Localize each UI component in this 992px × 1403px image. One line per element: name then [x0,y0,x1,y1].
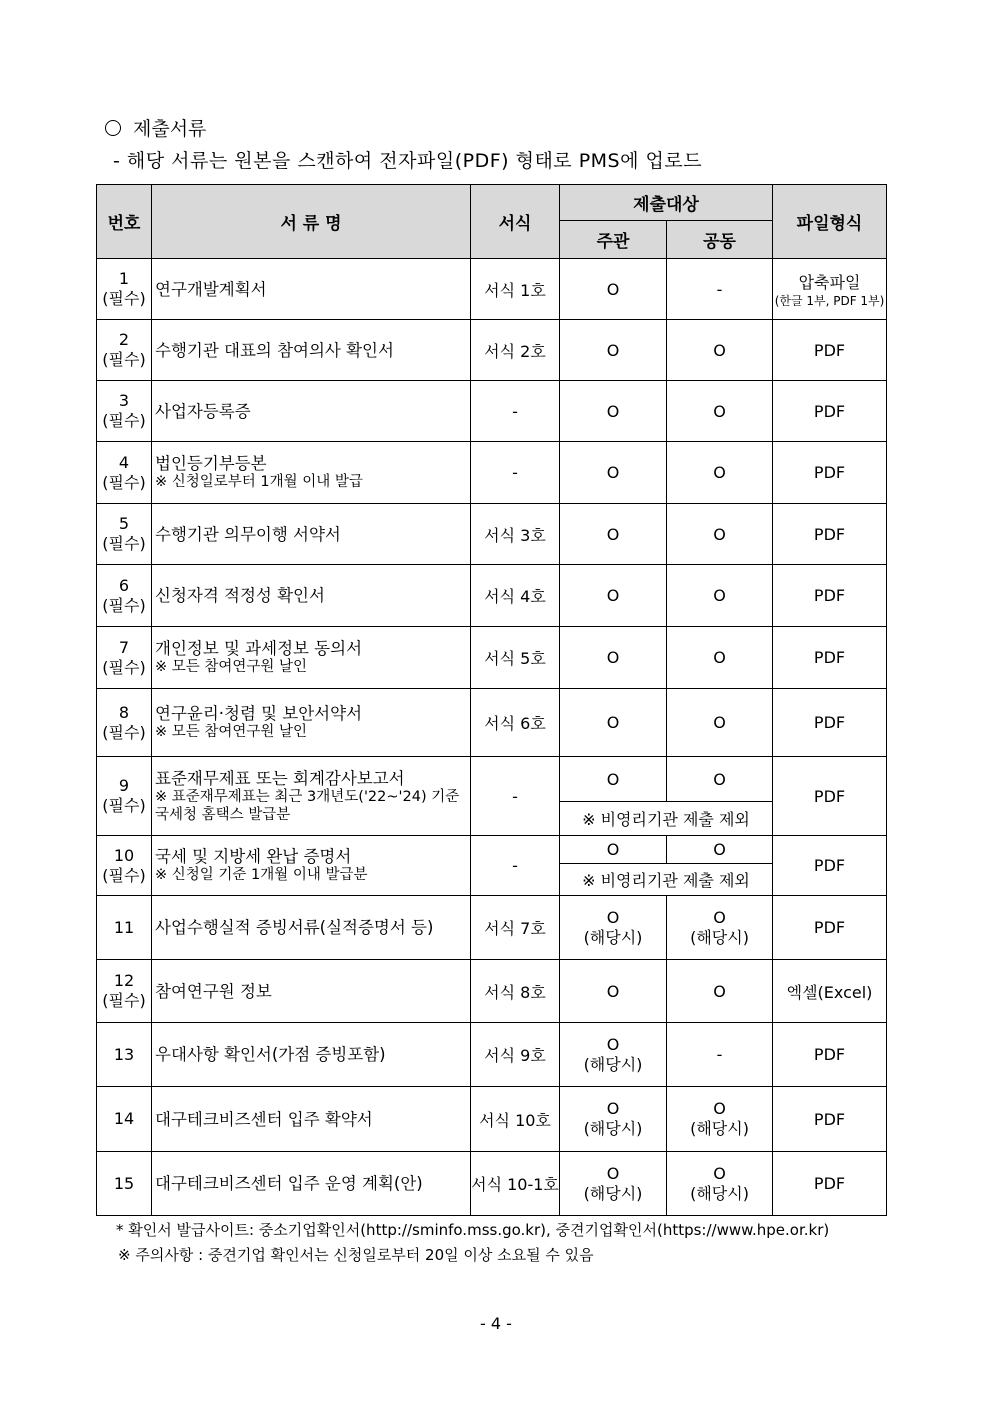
row-lead: O [606,1163,620,1183]
row-required: (필수) [102,472,146,492]
row-num: 12 [113,971,135,990]
row-name: 연구윤리·청렴 및 보안서약서 [155,704,363,723]
row-note: ※ 표준재무제표는 최근 3개년도('22~'24) 기준 국세청 홈택스 발급분 [155,788,460,823]
row-joint-sub: (해당시) [690,1119,749,1138]
table-row [97,896,887,960]
row-note: ※ 신청일 기준 1개월 이내 발급분 [155,867,368,883]
row-note: ※ 모든 참여연구원 날인 [155,724,308,740]
row-form: 서식 6호 [471,689,560,757]
row-lead: O [560,442,667,504]
row-exempt: ※ 비영리기관 제출 제외 [560,864,773,896]
row-joint: O [667,442,773,504]
table-row [97,1087,887,1152]
row-joint: O [667,757,773,802]
table-row [97,836,887,864]
header-filetype: 파일형식 [773,185,887,259]
row-num: 8 [118,702,130,722]
row-lead: O [560,504,667,565]
header-form: 서식 [471,185,560,259]
row-lead: O [560,960,667,1023]
row-form: - [471,757,560,836]
row-name: 표준재무제표 또는 회계감사보고서 [155,768,405,788]
row-required: (필수) [102,796,146,815]
table-row [97,1023,887,1087]
row-name: 사업수행실적 증빙서류(실적증명서 등) [152,896,471,960]
row-joint: - [667,259,773,320]
row-file: PDF [773,627,887,689]
documents-table [96,184,887,1216]
row-name: 연구개발계획서 [152,259,471,320]
row-num: 4 [118,452,130,472]
row-lead: O [606,1099,620,1118]
row-name: 신청자격 적정성 확인서 [152,565,471,627]
row-form: 서식 10호 [471,1087,560,1152]
row-required: (필수) [102,991,146,1010]
row-name: 참여연구원 정보 [152,960,471,1023]
row-num: 2 [118,330,130,349]
row-lead-sub: (해당시) [583,1119,643,1138]
row-joint: - [667,1023,773,1087]
row-form: 서식 5호 [471,627,560,689]
row-lead: O [560,757,667,802]
row-num: 10 [113,845,135,865]
row-name: 개인정보 및 과세정보 동의서 [155,639,363,658]
row-lead: O [560,627,667,689]
row-lead: O [560,259,667,320]
row-file-note: (한글 1부, PDF 1부) [774,293,885,308]
row-form: 서식 9호 [471,1023,560,1087]
row-form: 서식 8호 [471,960,560,1023]
row-lead: O [606,1034,620,1054]
row-num: 7 [118,637,130,657]
row-file: PDF [773,1023,887,1087]
row-joint: O [667,836,773,864]
row-form: - [471,381,560,442]
row-name: 국세 및 지방세 완납 증명서 [155,847,352,866]
row-joint: O [667,960,773,1023]
row-lead-sub: (해당시) [583,1054,643,1074]
row-form: 서식 7호 [471,896,560,960]
row-form: 서식 3호 [471,504,560,565]
table-row [97,689,887,757]
row-joint-sub: (해당시) [690,1183,749,1203]
row-file: PDF [773,689,887,757]
row-form: - [471,836,560,896]
table-row [97,1152,887,1216]
row-file: PDF [773,565,887,627]
table-row [97,565,887,627]
row-file: PDF [773,320,887,381]
table-row [97,381,887,442]
row-joint: O [713,1099,726,1118]
row-note: ※ 모든 참여연구원 날인 [155,659,308,675]
row-name: 우대사항 확인서(가점 증빙포함) [152,1023,471,1087]
row-num: 13 [113,1044,135,1064]
row-file: PDF [773,1152,887,1216]
row-joint: O [667,504,773,565]
row-joint: O [667,565,773,627]
row-joint: O [713,1163,726,1183]
row-joint: O [667,689,773,757]
circle-bullet-icon [105,120,121,136]
row-form: - [471,442,560,504]
row-required: (필수) [102,289,146,308]
row-required: (필수) [102,595,146,615]
row-name: 대구테크비즈센터 입주 확약서 [152,1087,471,1152]
row-lead: O [560,565,667,627]
header-name: 서 류 명 [152,185,471,259]
row-lead: O [606,907,620,927]
row-form: 서식 4호 [471,565,560,627]
header-target: 제출대상 [560,185,773,221]
row-lead: O [560,689,667,757]
row-required: (필수) [102,411,146,430]
row-name: 수행기관 대표의 참여의사 확인서 [152,320,471,381]
row-exempt: ※ 비영리기관 제출 제외 [560,802,773,836]
section-heading [105,114,206,141]
row-joint: O [713,907,726,927]
row-lead: O [560,836,667,864]
row-name: 사업자등록증 [152,381,471,442]
row-num: 9 [118,776,130,795]
row-lead: O [560,381,667,442]
row-joint: O [667,320,773,381]
row-num: 11 [113,917,135,937]
row-lead-sub: (해당시) [583,1183,643,1203]
row-num: 15 [113,1173,135,1193]
row-joint: O [667,627,773,689]
section-subheading: - 해당 서류는 원본을 스캔하여 전자파일(PDF) 형태로 PMS에 업로드 [113,150,703,172]
row-file: PDF [773,442,887,504]
row-name: 수행기관 의무이행 서약서 [152,504,471,565]
row-num: 14 [113,1109,135,1128]
row-file: 엑셀(Excel) [773,960,887,1023]
row-file: PDF [773,757,887,836]
row-lead: O [560,320,667,381]
row-required: (필수) [102,722,146,742]
table-row [97,757,887,802]
row-form: 서식 10-1호 [471,1152,560,1216]
footnote-sites: * 확인서 발급사이트: 중소기업확인서(http://sminfo.mss.go.kr), 중견기업확인서(https://www.hpe.or.kr) [116,1221,830,1239]
row-required: (필수) [102,534,146,553]
section-heading-text: 제출서류 [133,118,207,140]
row-name: 법인등기부등본 [155,454,267,473]
row-file: PDF [773,504,887,565]
row-num: 1 [118,269,130,288]
table-row [97,259,887,320]
row-note: ※ 신청일로부터 1개월 이내 발급 [155,474,363,490]
row-file: PDF [773,836,887,896]
row-lead-sub: (해당시) [583,927,643,947]
table-row [97,442,887,504]
table-row [97,627,887,689]
table-row [97,960,887,1023]
row-form: 서식 1호 [471,259,560,320]
row-required: (필수) [102,350,146,369]
row-required: (필수) [102,657,146,677]
row-joint-sub: (해당시) [690,927,749,947]
row-joint: O [667,381,773,442]
row-form: 서식 2호 [471,320,560,381]
page-number: - 4 - [480,1314,512,1333]
row-file: PDF [773,381,887,442]
header-num: 번호 [97,185,152,259]
header-lead: 주관 [560,221,667,259]
table-row [97,320,887,381]
table-row [97,504,887,565]
row-file: 압축파일 [798,272,861,292]
row-num: 3 [118,391,130,410]
row-file: PDF [773,896,887,960]
row-required: (필수) [102,865,146,885]
row-file: PDF [773,1087,887,1152]
row-name: 대구테크비즈센터 입주 운영 계획(안) [152,1152,471,1216]
header-joint: 공동 [667,221,773,259]
row-num: 6 [118,575,130,595]
row-num: 5 [118,514,130,533]
footnote-caution: ※ 주의사항 : 중견기업 확인서는 신청일로부터 20일 이상 소요될 수 있음 [118,1246,594,1264]
